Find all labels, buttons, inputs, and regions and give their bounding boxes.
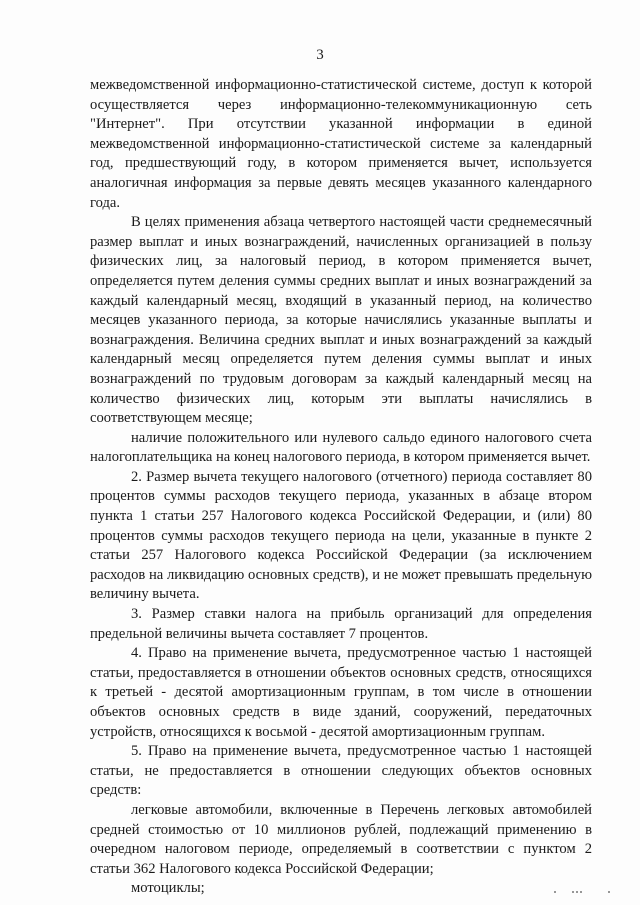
paragraph-motorcycles: мотоциклы; (131, 880, 205, 897)
scan-artifact (550, 887, 620, 893)
paragraph-item-4: 4. Право на применение вычета, предусмотренное частью 1 настоящей статьи, предоставляется в отношении объектов основных средств, относящихся к третьей - десятой амортизационным группам, в том числе в отношении объектов основных средств в виде зданий, сооружений, передаточных устройств, относящихся к восьмой - десятой амортизационным группам. (90, 645, 592, 740)
paragraph-passenger-cars: легковые автомобили, включенные в Перечень легковых автомобилей средней стоимостью от 10 миллионов рублей, подлежащий применению в очередном налоговом периоде, определяемый в соответствии с пунктом 2 статьи 362 Налогового кодекса Российской Федерации; (90, 801, 592, 877)
paragraph-continuation: межведомственной информационно-статистической системе, доступ к которой осуществляется через информационно-телекоммуникационную сеть "Интернет". При отсутствии указанной информации в единой межведомственной информационно-статистической системе за календарный год, предшествующий году, в котором применяется вычет, используется аналогичная информация за первые девять месяцев указанного календарного года. (90, 77, 592, 211)
page-number: 3 (316, 47, 324, 63)
document-body (90, 76, 592, 899)
paragraph-item-5: 5. Право на применение вычета, предусмотренное частью 1 настоящей статьи, не предоставляется в отношении следующих объектов основных средств: (90, 743, 592, 799)
paragraph-item-2: 2. Размер вычета текущего налогового (отчетного) периода составляет 80 процентов суммы расходов текущего периода, указанных в абзаце втором пункта 1 статьи 257 Налогового кодекса Российской Федерации, и (или) 80 процентов суммы расходов текущего периода на цели, указанные в пункте 2 статьи 257 Налогового кодекса Российской Федерации (за исключением расходов на ликвидацию основных средств), и не может превышать предельную величину вычета. (90, 468, 592, 603)
paragraph-average-payments: В целях применения абзаца четвертого настоящей части среднемесячный размер выплат и иных вознаграждений, начисленных организацией в пользу физических лиц, за налоговый период, в котором применяется вычет, определяется путем деления суммы средних выплат и иных вознаграждений за каждый календарный месяц, входящий в указанный период, на количество месяцев указанного периода, за которые начислялись указанные выплаты и вознаграждения. Величина средних выплат и иных вознаграждений за каждый календарный месяц определяется путем деления суммы выплат и иных вознаграждений по трудовым договорам за каждый календарный месяц на количество физических лиц, которым эти выплаты начислялись в соответствующем месяце; (90, 214, 592, 427)
paragraph-item-3: 3. Размер ставки налога на прибыль организаций для определения предельной величины вычета составляет 7 процентов. (90, 606, 592, 642)
paragraph-tax-account-balance: наличие положительного или нулевого сальдо единого налогового счета налогоплательщика на конец налогового периода, в котором применяется вычет. (90, 429, 592, 466)
